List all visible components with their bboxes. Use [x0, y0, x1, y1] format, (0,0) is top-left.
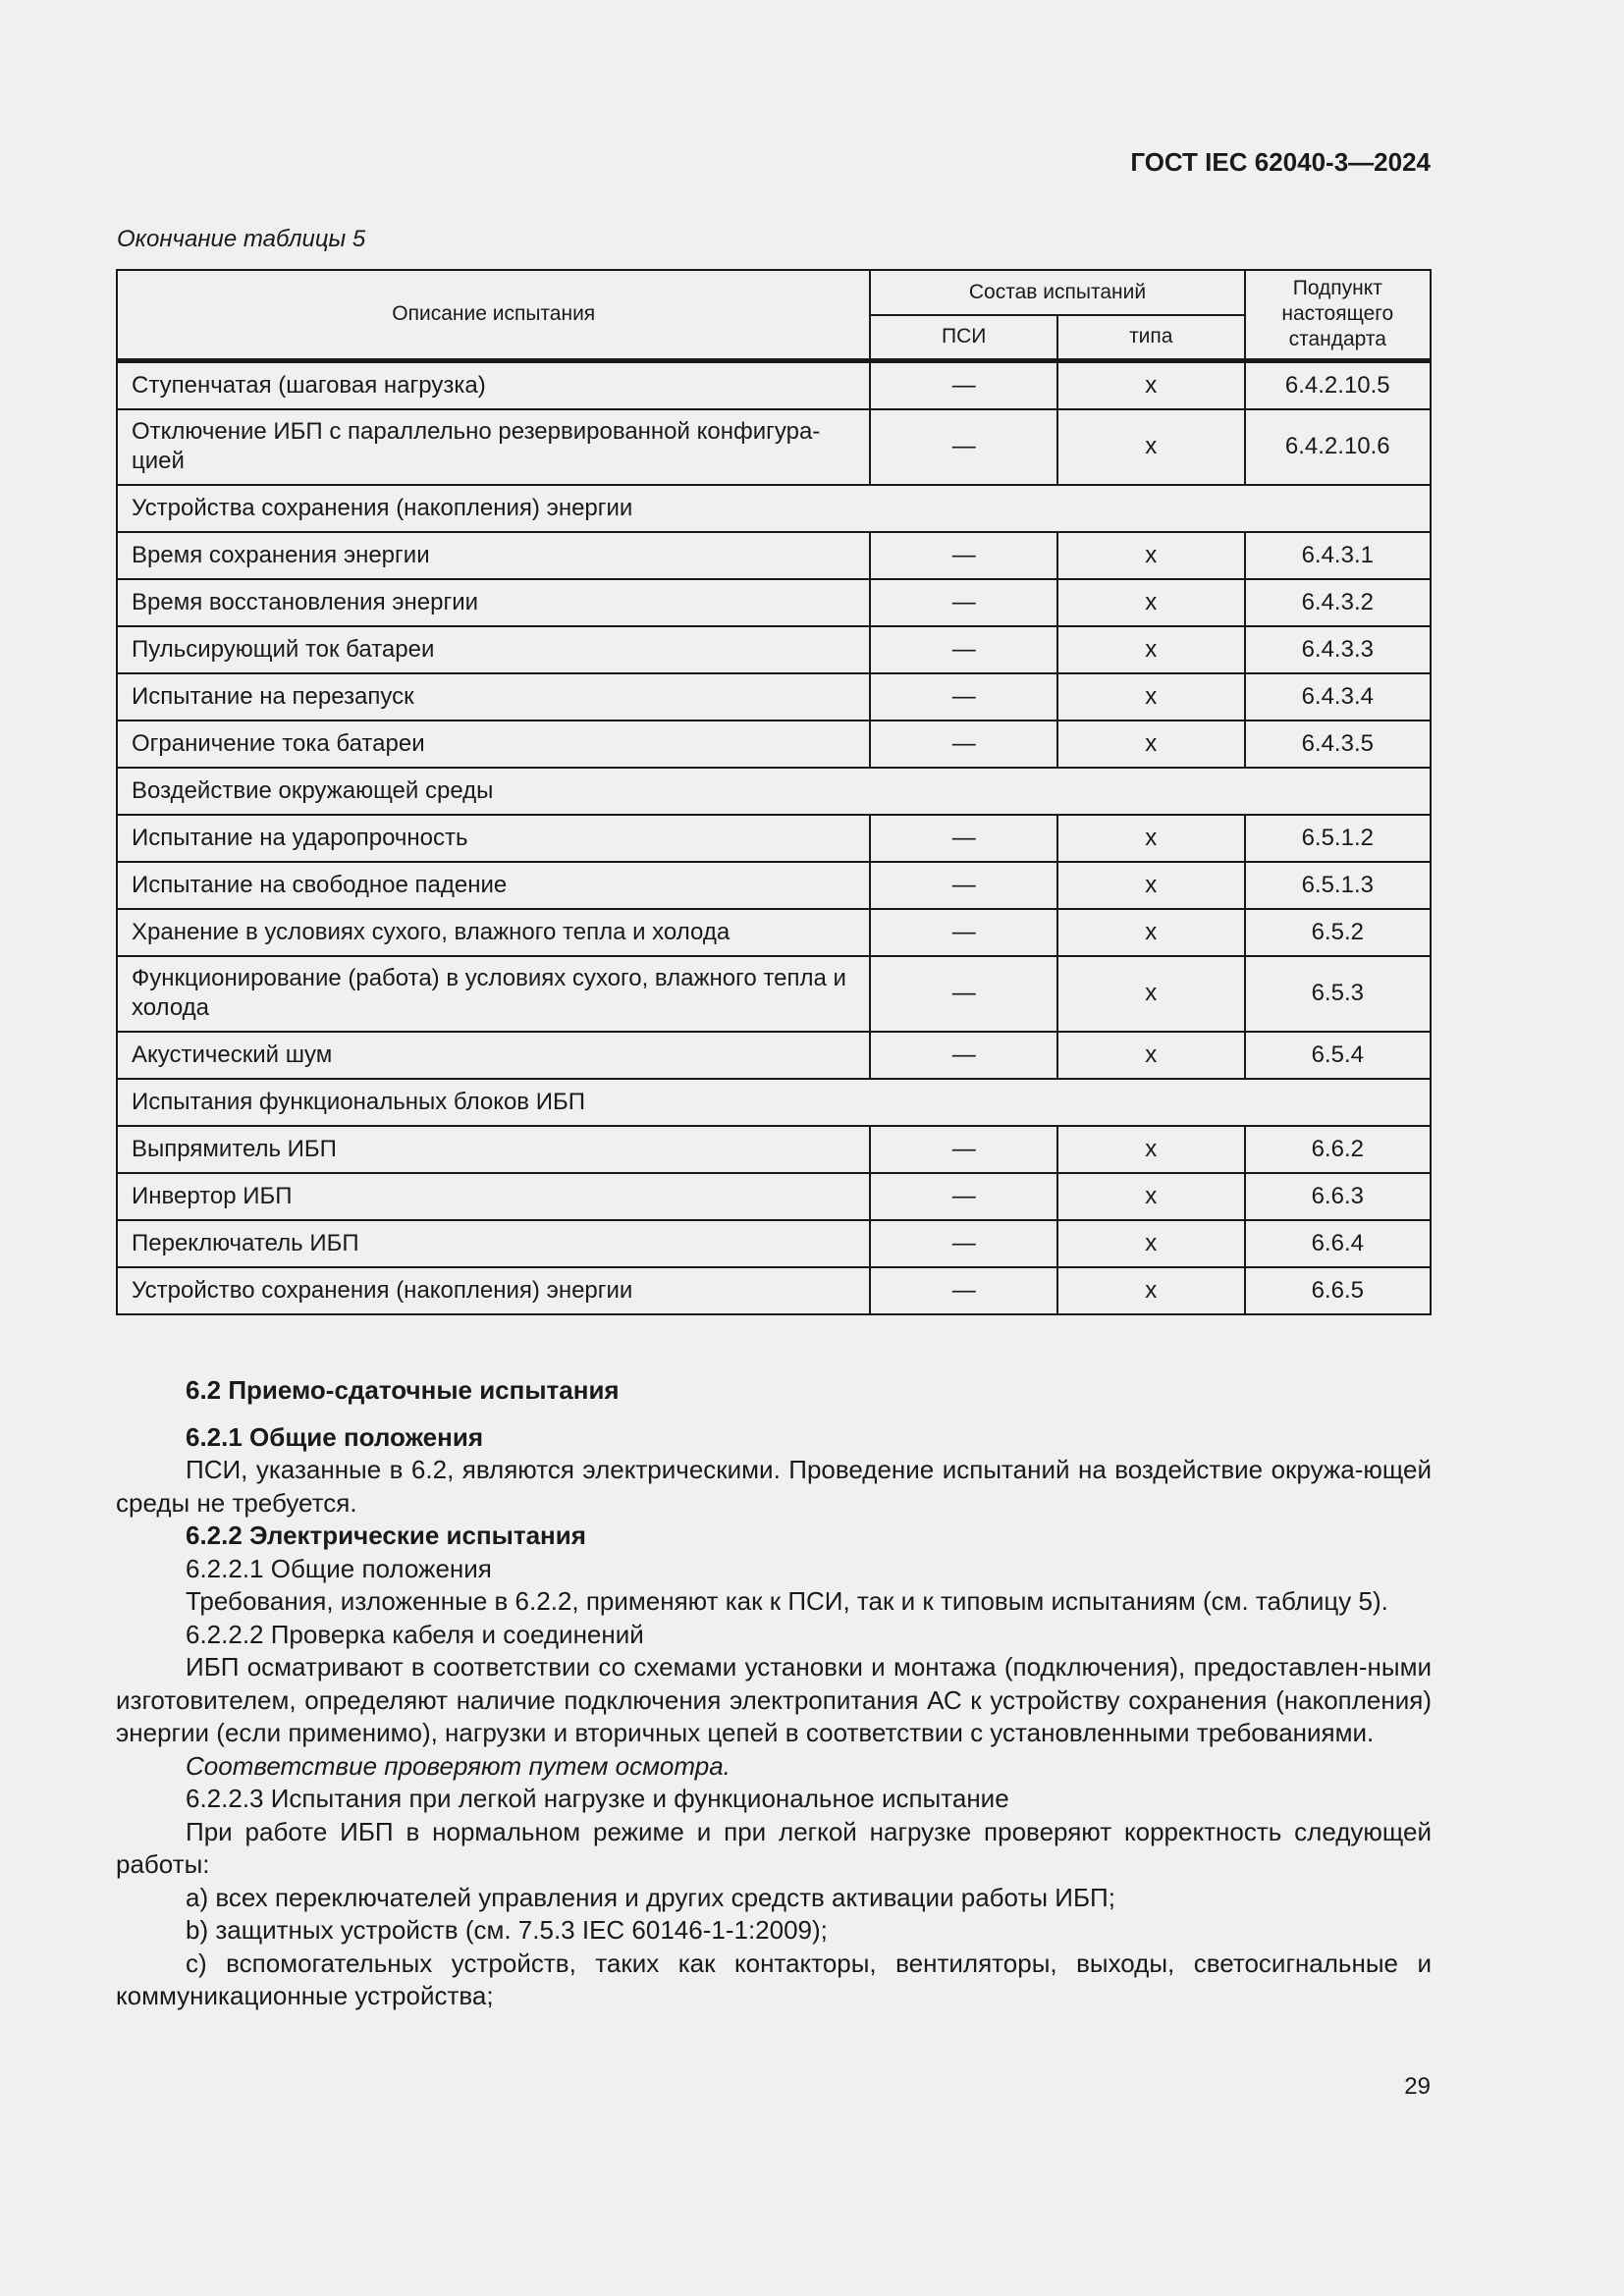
psi-cell: —: [870, 1032, 1057, 1079]
description-cell: Ограничение тока батареи: [117, 721, 870, 768]
type-cell: x: [1057, 1126, 1245, 1173]
psi-cell: —: [870, 721, 1057, 768]
paragraph: 6.2.2.3 Испытания при легкой нагрузке и функциональное испытание: [186, 1784, 1009, 1813]
paragraph: 6.2.2 Электрические испытания: [186, 1521, 586, 1550]
paragraph: Требования, изложенные в 6.2.2, применяют как к ПСИ, так и к типовым испытаниям (см. таблицу 5).: [186, 1586, 1388, 1616]
subclause-cell: 6.5.3: [1245, 956, 1431, 1032]
type-cell: x: [1057, 626, 1245, 673]
header-subclause: Подпункт настоящего стандарта: [1245, 270, 1431, 360]
table-row: [117, 721, 1431, 768]
type-cell: x: [1057, 532, 1245, 579]
header-description: Описание испытания: [117, 270, 870, 360]
description-cell: Устройство сохранения (накопления) энергии: [117, 1267, 870, 1314]
psi-cell: —: [870, 532, 1057, 579]
paragraph: При работе ИБП в нормальном режиме и при легкой нагрузке проверяют корректность следующей работы:: [116, 1816, 1432, 1879]
description-cell: Время сохранения энергии: [117, 532, 870, 579]
psi-cell: —: [870, 1173, 1057, 1220]
subclause-cell: 6.4.3.5: [1245, 721, 1431, 768]
document-code: ГОСТ IEC 62040-3—2024: [1130, 147, 1431, 177]
table-section-row: [117, 768, 1431, 815]
paragraph: 6.2 Приемо-сдаточные испытания: [186, 1375, 620, 1405]
type-cell: x: [1057, 862, 1245, 909]
subclause-cell: 6.6.3: [1245, 1173, 1431, 1220]
psi-cell: —: [870, 1220, 1057, 1267]
tests-table: [116, 269, 1432, 1315]
paragraph: a) всех переключателей управления и других средств активации работы ИБП;: [186, 1882, 1115, 1912]
paragraph: b) защитных устройств (см. 7.5.3 IEC 60146-1-1:2009);: [186, 1915, 828, 1945]
type-cell: x: [1057, 409, 1245, 485]
type-cell: x: [1057, 956, 1245, 1032]
type-cell: x: [1057, 815, 1245, 862]
section-text: [116, 1374, 1432, 2013]
header-type: типа: [1057, 315, 1245, 360]
type-cell: x: [1057, 1173, 1245, 1220]
description-cell: Инвертор ИБП: [117, 1173, 870, 1220]
type-cell: x: [1057, 673, 1245, 721]
type-cell: x: [1057, 721, 1245, 768]
type-cell: x: [1057, 1220, 1245, 1267]
paragraph: ИБП осматривают в соответствии со схемами установки и монтажа (подключения), предоставлен-ными изготовителем, определяют наличие подключения электропитания АС к устройству сохранения (накопления) энергии (если применимо), нагрузки и вторичных цепей в соответствии с установленными требованиями.: [116, 1652, 1432, 1747]
table-section-row: [117, 485, 1431, 532]
psi-cell: —: [870, 579, 1057, 626]
psi-cell: —: [870, 862, 1057, 909]
psi-cell: —: [870, 909, 1057, 956]
table-row: [117, 409, 1431, 485]
subclause-cell: 6.6.4: [1245, 1220, 1431, 1267]
table-row: [117, 579, 1431, 626]
description-cell: Выпрямитель ИБП: [117, 1126, 870, 1173]
type-cell: x: [1057, 1032, 1245, 1079]
type-cell: x: [1057, 909, 1245, 956]
subclause-cell: 6.4.3.3: [1245, 626, 1431, 673]
psi-cell: —: [870, 815, 1057, 862]
psi-cell: —: [870, 360, 1057, 409]
description-cell: Отключение ИБП с параллельно резервированной конфигура-цией: [117, 409, 870, 485]
table-row: [117, 1173, 1431, 1220]
table-row: [117, 909, 1431, 956]
table-body: [117, 360, 1431, 1314]
subclause-cell: 6.4.3.1: [1245, 532, 1431, 579]
psi-cell: —: [870, 626, 1057, 673]
table-row: [117, 1267, 1431, 1314]
description-cell: Время восстановления энергии: [117, 579, 870, 626]
description-cell: Испытание на перезапуск: [117, 673, 870, 721]
table-row: [117, 956, 1431, 1032]
paragraph: c) вспомогательных устройств, таких как контакторы, вентиляторы, выходы, светосигнальные и коммуникационные устройства;: [116, 1948, 1432, 2010]
type-cell: x: [1057, 1267, 1245, 1314]
subclause-cell: 6.5.1.2: [1245, 815, 1431, 862]
description-cell: Испытание на ударопрочность: [117, 815, 870, 862]
paragraph: 6.2.1 Общие положения: [186, 1421, 483, 1452]
subclause-cell: 6.6.2: [1245, 1126, 1431, 1173]
psi-cell: —: [870, 409, 1057, 485]
table-row: [117, 360, 1431, 409]
table-row: [117, 1126, 1431, 1173]
psi-cell: —: [870, 956, 1057, 1032]
type-cell: x: [1057, 579, 1245, 626]
table-row: [117, 532, 1431, 579]
description-cell: Пульсирующий ток батареи: [117, 626, 870, 673]
table-section-row: [117, 1079, 1431, 1126]
header-test-group: Состав испытаний: [870, 270, 1244, 315]
type-cell: x: [1057, 360, 1245, 409]
psi-cell: —: [870, 1126, 1057, 1173]
subclause-cell: 6.4.2.10.5: [1245, 360, 1431, 409]
table-row: [117, 862, 1431, 909]
section-title-cell: Устройства сохранения (накопления) энергии: [117, 485, 1431, 532]
subclause-cell: 6.5.4: [1245, 1032, 1431, 1079]
psi-cell: —: [870, 673, 1057, 721]
subclause-cell: 6.6.5: [1245, 1267, 1431, 1314]
table-caption: Окончание таблицы 5: [117, 226, 366, 252]
description-cell: Акустический шум: [117, 1032, 870, 1079]
psi-cell: —: [870, 1267, 1057, 1314]
subclause-cell: 6.4.3.2: [1245, 579, 1431, 626]
subclause-cell: 6.5.1.3: [1245, 862, 1431, 909]
paragraph: 6.2.2.2 Проверка кабеля и соединений: [186, 1619, 644, 1649]
paragraph: 6.2.2.1 Общие положения: [186, 1553, 492, 1583]
table-row: [117, 673, 1431, 721]
description-cell: Переключатель ИБП: [117, 1220, 870, 1267]
paragraph: ПСИ, указанные в 6.2, являются электрическими. Проведение испытаний на воздействие окружа-ющей среды не требуется.: [116, 1455, 1432, 1518]
subclause-cell: 6.4.2.10.6: [1245, 409, 1431, 485]
description-cell: Ступенчатая (шаговая нагрузка): [117, 360, 870, 409]
page-number: 29: [1404, 2073, 1431, 2100]
description-cell: Функционирование (работа) в условиях сухого, влажного тепла и холода: [117, 956, 870, 1032]
section-title-cell: Воздействие окружающей среды: [117, 768, 1431, 815]
table-row: [117, 626, 1431, 673]
table-header: [117, 270, 1431, 360]
subclause-cell: 6.5.2: [1245, 909, 1431, 956]
table-row: [117, 1032, 1431, 1079]
table-row: [117, 1220, 1431, 1267]
header-psi: ПСИ: [870, 315, 1057, 360]
subclause-cell: 6.4.3.4: [1245, 673, 1431, 721]
description-cell: Испытание на свободное падение: [117, 862, 870, 909]
table-row: [117, 815, 1431, 862]
paragraph: Соответствие проверяют путем осмотра.: [186, 1750, 731, 1781]
section-title-cell: Испытания функциональных блоков ИБП: [117, 1079, 1431, 1126]
description-cell: Хранение в условиях сухого, влажного тепла и холода: [117, 909, 870, 956]
